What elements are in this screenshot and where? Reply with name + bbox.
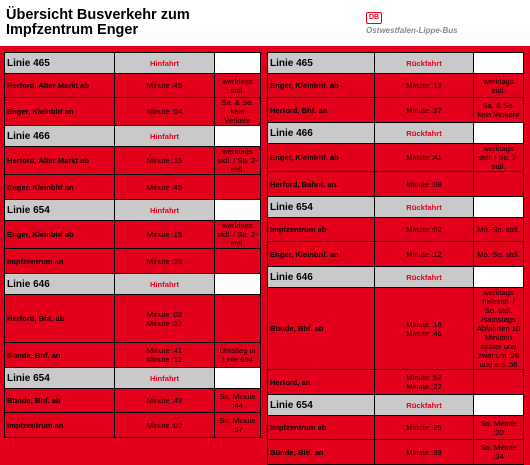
line-name: Linie 465 [5,53,115,74]
header-blank-cell [215,200,261,221]
departure-time-cell [375,98,474,123]
header-blank-cell [474,197,524,218]
departure-time: Minute :08 [406,179,442,189]
direction-label: Hinfahrt [115,274,215,295]
line-header-row [5,368,261,389]
stop-name: Impfzentrum an [5,249,115,274]
line-header-row [268,123,524,144]
stop-name: Impfzentrum ab [268,416,375,440]
line-header-row [5,126,261,147]
departure-time-cell [115,249,215,274]
schedule-note: So. Minute :44 [215,389,261,413]
header-blank-cell [474,123,524,144]
departure-time: Minute :02 [146,420,183,430]
schedule-note: Sa. & So. kein Verkehr [215,98,261,126]
header-blank-cell [474,267,524,288]
line-name: Linie 465 [268,53,375,74]
departure-time-cell [115,389,215,413]
departure-time: Minute :39 [406,447,442,457]
schedule-note: So. Minute :20 [474,416,524,440]
table-row [5,74,261,98]
table-row [5,295,261,343]
schedule-note: werktags stdl. / So. 2-stdl. [474,144,524,172]
stop-name: Enger, Kleinbhf an [5,175,115,200]
schedule-note [215,175,261,200]
table-row [5,249,261,274]
departure-time: Minute :45 [146,182,183,192]
line-header-row [5,53,261,74]
departure-time-cell [375,172,474,197]
table-row [5,413,261,438]
line-name: Linie 466 [268,123,375,144]
departure-time-cell [375,144,474,172]
departure-time-cell [115,295,215,343]
departure-time: Minute :15 [146,230,183,239]
departure-time-cell [115,413,215,438]
line-header-row [268,53,524,74]
schedule-note [215,295,261,343]
departure-time-cell [115,175,215,200]
stop-name: Bünde, Bhf. an [268,440,375,465]
line-name: Linie 466 [5,126,115,147]
departure-time: Minute :41 [146,346,183,355]
departure-time: Minute :25 [146,256,183,266]
departure-time: Minute :32 [146,318,183,328]
table-row [268,218,524,242]
table-row [5,98,261,126]
line-name: Linie 646 [5,274,115,295]
header-blank-cell [474,53,524,74]
stop-name: Impfzentrum an [5,413,115,438]
direction-label: Rückfahrt [375,197,474,218]
schedule-note: Umstieg in Linie 654 [215,343,261,368]
db-logo: DB [366,12,382,24]
stop-name: Enger, Kleinbhf ab [5,221,115,249]
table-row [268,144,524,172]
departure-time-cell [375,74,474,98]
direction-label: Rückfahrt [375,123,474,144]
departure-time: Minute :52 [406,373,442,382]
line-header-row [268,267,524,288]
stop-name: Herford, an [268,370,375,395]
line-header-row [268,197,524,218]
timetable-outbound [4,52,261,438]
departure-time: Minute :45 [146,81,183,90]
departure-time: Minute :46 [406,328,442,338]
header [0,0,530,46]
stop-name: Herford, Alter Markt ab [5,147,115,175]
line-name: Linie 646 [268,267,375,288]
schedule-note [474,370,524,395]
departure-time-cell [115,221,215,249]
line-name: Linie 654 [268,197,375,218]
header-blank-cell [215,274,261,295]
table-row [268,242,524,267]
header-blank-cell [215,53,261,74]
departure-time: Minute :41 [406,153,442,162]
table-row [268,74,524,98]
departure-time-cell [375,370,474,395]
header-blank-cell [215,126,261,147]
table-row [5,175,261,200]
table-row [268,288,524,370]
departure-time-cell [375,218,474,242]
header-blank-cell [474,395,524,416]
header-blank-cell [215,368,261,389]
departure-time-cell [115,343,215,368]
departure-time: Minute :16 [406,319,442,329]
direction-label: Hinfahrt [115,53,215,74]
operator-name: Ostwestfalen-Lippe-Bus [366,26,458,35]
departure-time: Minute :12 [406,249,442,259]
table-row [268,416,524,440]
stop-name: Bünde, Bhf. ab [268,288,375,370]
schedule-note: werktags stdl. / So. 2-stdl. [215,221,261,249]
line-header-row [268,395,524,416]
departure-time-cell [115,74,215,98]
departure-time: Minute :02 [146,309,183,319]
stop-name: Bünde, Bhf. ab [5,389,115,413]
schedule-note: werktags halbstdl. / So. stdl. /samstags Abfahrten 10 Minuten später und zwar um :26 und um :56 [474,288,524,370]
page-title [6,8,190,38]
departure-time: Minute :15 [146,156,183,165]
table-row [268,440,524,465]
schedule-note [474,172,524,197]
direction-label: Hinfahrt [115,126,215,147]
departure-time: Minute :02 [406,225,442,234]
departure-time-cell [375,242,474,267]
schedule-note: Mo.-So. stdl. [474,242,524,267]
stop-name: Enger, Kleinbhf an [5,98,115,126]
departure-time: Minute :25 [406,423,442,432]
line-header-row [5,274,261,295]
direction-label: Hinfahrt [115,368,215,389]
table-row [268,172,524,197]
stop-name: Herford, Alter Markt ab [5,74,115,98]
schedule-note: werktags stdl. [474,74,524,98]
line-header-row [5,200,261,221]
departure-time-cell [115,98,215,126]
schedule-note: werktags stdl. [215,74,261,98]
departure-time: Minute :22 [406,382,442,391]
stop-name: Herford, Bhf. an [268,98,375,123]
stop-name: Bünde, Bhf. an [5,343,115,368]
line-name: Linie 654 [268,395,375,416]
table-row [268,370,524,395]
schedule-note: So. Minute :34 [474,440,524,465]
schedule-note [215,249,261,274]
departure-time: Minute :13 [406,81,442,90]
departure-time: Minute :04 [146,107,183,116]
line-name: Linie 654 [5,200,115,221]
table-row [5,343,261,368]
departure-time: Minute :49 [146,396,183,405]
direction-label: Rückfahrt [375,53,474,74]
direction-label: Rückfahrt [375,395,474,416]
title-line-2: Impfzentrum Enger [6,22,139,38]
departure-time-cell [375,416,474,440]
schedule-note: Sa. & So. kein Verkehr [474,98,524,123]
stop-name: Enger, Kleinbhf. an [268,242,375,267]
departure-time-cell [375,440,474,465]
line-name: Linie 654 [5,368,115,389]
stop-name: Enger, Kleinbhf. ab [268,144,375,172]
departure-time-cell [375,288,474,370]
stop-name: Herford, Bahnf. an. [268,172,375,197]
schedule-note: werktags stdl. / So. 2-stdl. [215,147,261,175]
departure-time: Minute :37 [406,105,442,115]
title-line-1: Übersicht Busverkehr zum [6,7,190,23]
schedule-note: So. Minute :57 [215,413,261,438]
table-row [5,221,261,249]
departure-time: Minute :12 [146,355,183,364]
stop-name: Impfzentrum ab [268,218,375,242]
schedule-note: Mo.-So. stdl. [474,218,524,242]
departure-time-cell [115,147,215,175]
table-row [268,98,524,123]
table-row [5,389,261,413]
timetable-return [267,52,524,465]
direction-label: Rückfahrt [375,267,474,288]
table-row [5,147,261,175]
direction-label: Hinfahrt [115,200,215,221]
stop-name: Enger, Kleinbhf. ab [268,74,375,98]
stop-name: Herford, Bhf. ab [5,295,115,343]
